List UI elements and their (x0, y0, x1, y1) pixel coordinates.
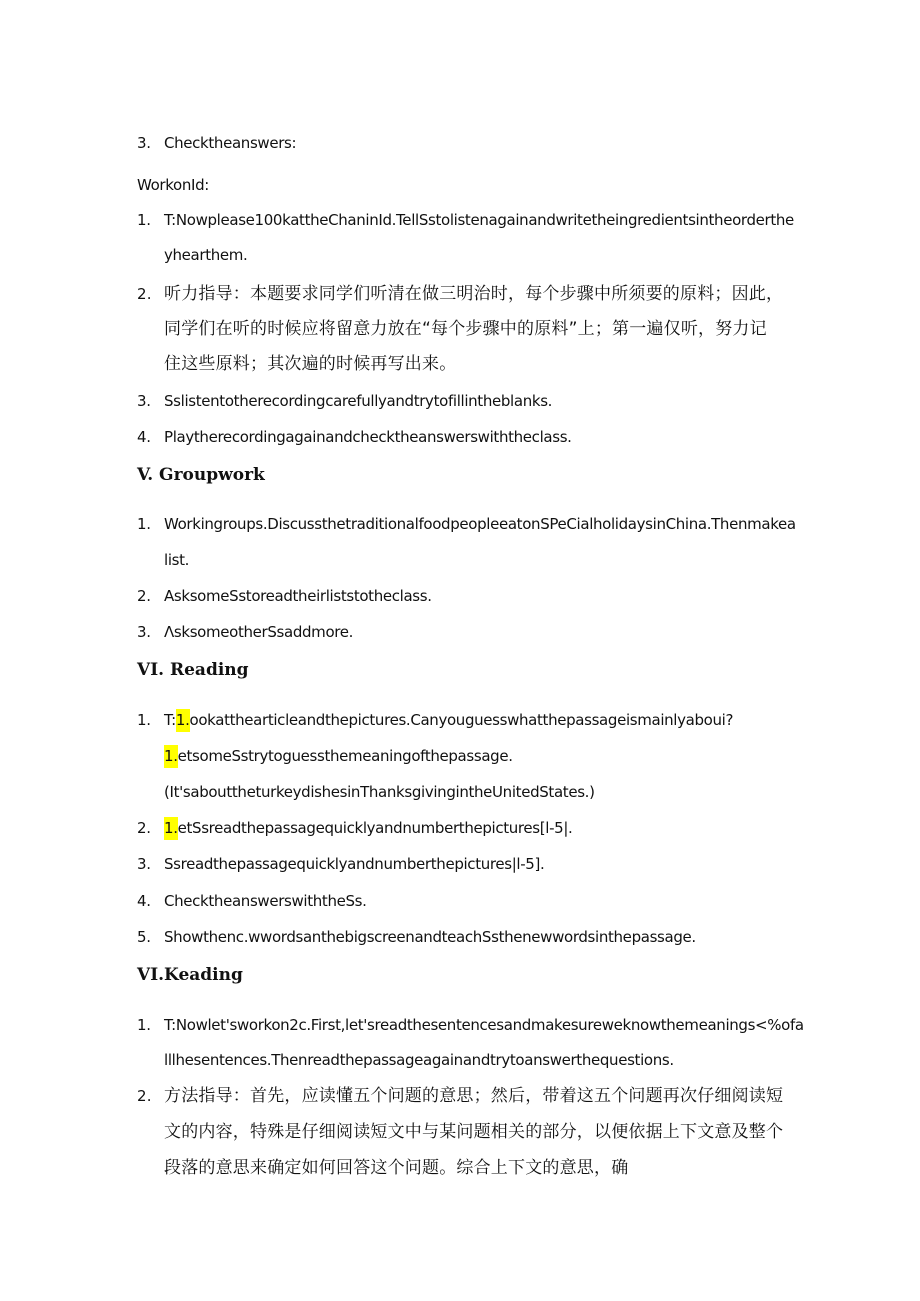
section-heading: VI.Keading (137, 965, 243, 985)
section-heading: VI. Reading (137, 660, 249, 680)
item-number: 2. (137, 587, 151, 605)
item-text: list. (164, 551, 190, 569)
highlighted-text: 1. (176, 709, 190, 732)
item-text (164, 818, 572, 838)
highlighted-text: 1. (164, 745, 178, 768)
item-text: 文的内容，特殊是仔细阅读短文中与某问题相关的部分，以便依据上下文意及整个 (164, 1122, 784, 1142)
item-number: 3. (137, 134, 151, 152)
item-text: lllhesentences.Thenreadthepassageagainandtrytoanswerthequestions. (164, 1051, 674, 1069)
item-number: 2. (137, 819, 151, 837)
item-text: 段落的意思来确定如何回答这个问题。综合上下文的意思，确 (164, 1158, 629, 1178)
item-text: Showthenc.wwordsanthebigscreenandteachSsthenewwordsinthepassage. (164, 928, 696, 946)
item-number: 4. (137, 892, 151, 910)
item-text (164, 710, 733, 730)
item-number: 2. (137, 1087, 152, 1105)
item-number: 4. (137, 428, 151, 446)
item-text: (It'sabouttheturkeydishesinThanksgivingintheUnitedStates.) (164, 783, 595, 801)
item-text: 听力指导：本题要求同学们听清在做三明治时，每个步骤中所须要的原料；因此， (164, 284, 784, 304)
workon-label: WorkonId: (137, 176, 209, 194)
item-text: AsksomeSstoreadtheirliststotheclass. (164, 587, 432, 605)
speaker-prefix: T: (164, 711, 176, 729)
item-text: Ssreadthepassagequicklyandnumberthepictures|l-5]. (164, 855, 545, 873)
item-number: 1. (137, 211, 151, 229)
item-text: 方法指导：首先，应读懂五个问题的意思；然后，带着这五个问题再次仔细阅读短 (164, 1086, 784, 1106)
text-run: etSsreadthepassagequicklyandnumberthepictures[l-5|. (177, 819, 573, 837)
item-number: 5. (137, 928, 151, 946)
item-number: 3. (137, 392, 151, 410)
item-text: ΛsksomeotherSsaddmore. (164, 623, 354, 641)
text-run: etsomeSstrytoguessthemeaningofthepassage. (177, 747, 513, 765)
item-text: Workingroups.DiscussthetraditionalfoodpeopleeatonSPeCialholidaysinChina.Thenmakea (164, 515, 796, 533)
item-text: Playtherecordingagainandchecktheanswerswiththeclass. (164, 428, 572, 446)
item-text: Checktheanswers: (164, 134, 297, 152)
section-heading: V. Groupwork (137, 465, 265, 485)
item-number: 2. (137, 285, 152, 303)
item-text: 同学们在听的时候应将留意力放在“每个步骤中的原料”上；第一遍仅听，努力记 (164, 319, 767, 339)
item-number: 1. (137, 711, 151, 729)
text-run: ookatthearticleandthepictures.Canyouguesswhatthepassageismainlyaboui? (189, 711, 734, 729)
item-number: 1. (137, 515, 151, 533)
item-text: T:Nowlet'sworkon2c.First,let'sreadthesentencesandmakesureweknowthemeanings<%ofa (164, 1016, 804, 1034)
item-number: 1. (137, 1016, 151, 1034)
item-text (164, 746, 513, 766)
item-text: Sslistentotherecordingcarefullyandtrytofillintheblanks. (164, 392, 553, 410)
item-text: 住这些原料；其次遍的时候再写出来。 (164, 354, 457, 374)
highlighted-text: 1. (164, 817, 178, 840)
item-text: ChecktheanswerswiththeSs. (164, 892, 367, 910)
item-text: yhearthem. (164, 246, 248, 264)
item-text: T:Nowplease100kattheChaninId.TellSstolistenagainandwritetheingredientsintheorderthe (164, 211, 794, 229)
item-number: 3. (137, 623, 151, 641)
item-number: 3. (137, 855, 151, 873)
